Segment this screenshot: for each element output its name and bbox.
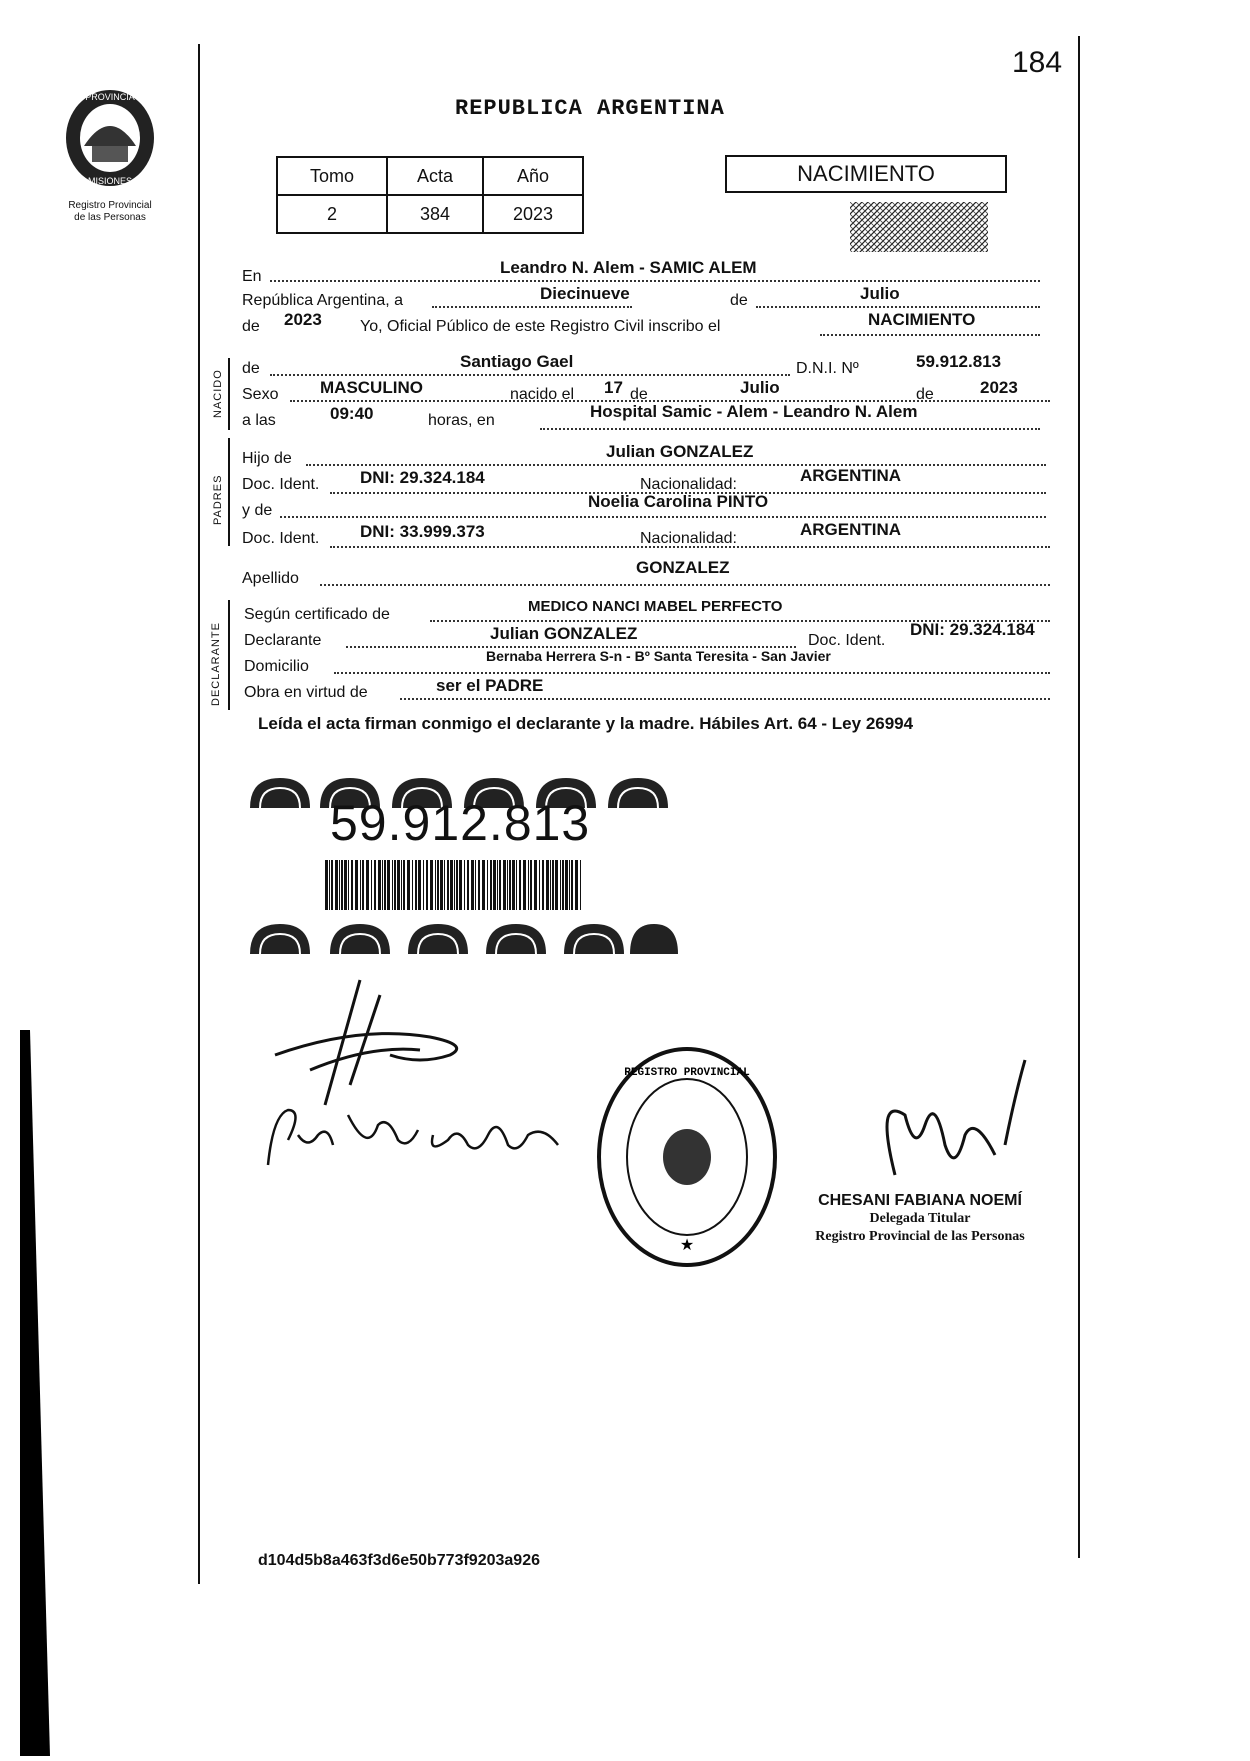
padre-doc-label: Doc. Ident. [242, 476, 320, 493]
section-bracket [228, 358, 230, 430]
mes-value: Julio [860, 284, 900, 303]
nacido-dia: 17 [604, 378, 623, 397]
en-value: Leandro N. Alem - SAMIC ALEM [500, 258, 757, 277]
dotted-line [430, 602, 1050, 622]
dotted-line [820, 316, 1040, 336]
oficial-text: Yo, Oficial Público de este Registro Civil inscribo el [360, 318, 721, 335]
madre-nombre: Noelia Carolina PINTO [588, 492, 769, 511]
section-bracket [228, 438, 230, 546]
declarante-nombre: Julian GONZALEZ [490, 624, 638, 643]
domicilio-label: Domicilio [244, 658, 309, 675]
hora-value: 09:40 [330, 404, 374, 423]
registro-seal-icon [595, 1045, 780, 1270]
dotted-line [290, 382, 1050, 402]
declarante-label: Declarante [244, 632, 322, 649]
nacido-section-label: NACIDO [212, 369, 224, 418]
page-number: 184 [1012, 46, 1063, 79]
dni-large-number: 59.912.813 [330, 795, 591, 851]
nacido-el-label: nacido el [510, 386, 575, 403]
document-type-box: NACIMIENTO [725, 155, 1007, 193]
section-bracket [228, 600, 230, 710]
republica-label: República Argentina, a [242, 292, 403, 309]
row-inscribo [240, 312, 1060, 338]
barcode-icon [325, 860, 583, 910]
madre-nac-label: Nacionalidad: [640, 530, 737, 547]
declarante-doc: DNI: 29.324.184 [910, 620, 1035, 639]
officer-role: Delegada Titular [869, 1211, 971, 1226]
table-cell: 2023 [483, 195, 583, 233]
nacido-dni: 59.912.813 [916, 352, 1002, 371]
padre-doc: DNI: 29.324.184 [360, 468, 485, 487]
logo-caption [48, 200, 172, 224]
scan-shadow-bar [0, 1030, 50, 1756]
row-nacido-nombre [240, 352, 1060, 378]
security-stamp-icon [850, 202, 988, 252]
declarante-section-label: DECLARANTE [210, 622, 222, 706]
officer-stamp [800, 1192, 1040, 1246]
dotted-line [320, 566, 1050, 586]
svg-text:REGISTRO PROVINCIAL: REGISTRO PROVINCIAL [624, 1067, 750, 1079]
obra-value: ser el PADRE [436, 676, 544, 695]
declarante-doc-label: Doc. Ident. [808, 632, 886, 649]
row-declarante [240, 620, 1060, 650]
inscribo-value: NACIMIENTO [868, 310, 976, 329]
padre-nac-label: Nacionalidad: [640, 476, 737, 493]
left-margin-line [198, 44, 200, 1584]
anio-value: 2023 [284, 310, 322, 329]
apellido-label: Apellido [242, 570, 299, 587]
row-padre [240, 442, 1060, 468]
dni-label: D.N.I. Nº [796, 360, 859, 377]
nacido-mes: Julio [740, 378, 780, 397]
en-label: En [242, 268, 262, 285]
page-title: REPUBLICA ARGENTINA [455, 96, 725, 121]
table-header: Acta [387, 157, 483, 195]
declarante-signature-icon [270, 975, 500, 1115]
y-de-label: y de [242, 502, 273, 519]
madre-doc-label: Doc. Ident. [242, 530, 320, 547]
right-margin-line [1078, 36, 1080, 1558]
hijo-label: Hijo de [242, 450, 292, 467]
thumbprint-row-bottom [242, 914, 682, 956]
nacido-nombre: Santiago Gael [460, 352, 574, 371]
obra-label: Obra en virtud de [244, 684, 368, 701]
table-header: Tomo [277, 157, 387, 195]
nacido-de-label: de [242, 360, 260, 377]
padre-nacionalidad: ARGENTINA [800, 466, 902, 485]
padres-section-label: PADRES [212, 474, 224, 525]
dotted-line [330, 474, 1046, 494]
logo-caption-line2: de las Personas [74, 212, 146, 223]
row-fecha [240, 286, 1060, 312]
table-cell: 384 [387, 195, 483, 233]
dotted-line [346, 628, 796, 648]
segun-label: Según certificado de [244, 606, 390, 623]
nacido-anio: 2023 [980, 378, 1018, 397]
madre-doc: DNI: 33.999.373 [360, 522, 485, 541]
row-obra [240, 676, 1060, 702]
closing-text: Leída el acta firman conmigo el declarante y la madre. Hábiles Art. 64 - Ley 26994 [258, 714, 914, 733]
officer-name: CHESANI FABIANA NOEMÍ [818, 1192, 1022, 1209]
logo-caption-line1: Registro Provincial [68, 200, 152, 211]
horas-label: horas, en [428, 412, 495, 429]
sexo-label: Sexo [242, 386, 279, 403]
dotted-line [540, 410, 1040, 430]
apellido-value: GONZALEZ [636, 558, 730, 577]
provincia-misiones-crest-icon [62, 86, 158, 194]
nacido-de2-label: de [630, 386, 648, 403]
row-sexo [240, 378, 1060, 404]
anio-prefix-label: de [242, 318, 260, 335]
nacido-de3-label: de [916, 386, 934, 403]
lugar-value: Hospital Samic - Alem - Leandro N. Alem [590, 402, 918, 421]
table-cell: 2 [277, 195, 387, 233]
certificado-value: MEDICO NANCI MABEL PERFECTO [528, 598, 783, 615]
madre-nacionalidad: ARGENTINA [800, 520, 902, 539]
a-las-label: a las [242, 412, 276, 429]
de-label: de [730, 292, 748, 309]
logo-bottom-text: MISIONES [87, 176, 133, 186]
acta-table [276, 156, 584, 234]
row-hora [240, 404, 1060, 430]
row-domicilio [240, 650, 1060, 676]
svg-text:★: ★ [679, 1237, 695, 1254]
row-madre [240, 494, 1060, 520]
madre-signature-icon [258, 1095, 578, 1175]
dotted-line [330, 528, 1050, 548]
domicilio-value: Bernaba Herrera S-n - Bº Santa Teresita - San Javier [486, 648, 831, 664]
dia-value: Diecinueve [540, 284, 630, 303]
sexo-value: MASCULINO [320, 378, 423, 397]
row-padre-doc [240, 468, 1060, 494]
dotted-line [400, 680, 1050, 700]
officer-org: Registro Provincial de las Personas [815, 1229, 1025, 1244]
table-header: Año [483, 157, 583, 195]
dotted-line [334, 654, 1050, 674]
row-en [240, 258, 1060, 288]
officer-signature-icon [855, 1055, 1035, 1205]
document-hash: d104d5b8a463f3d6e50b773f9203a926 [258, 1552, 540, 1569]
logo-top-text: PROVINCIA [85, 92, 135, 102]
row-apellido [240, 560, 1060, 586]
row-madre-doc [240, 520, 1060, 546]
padre-nombre: Julian GONZALEZ [606, 442, 754, 461]
